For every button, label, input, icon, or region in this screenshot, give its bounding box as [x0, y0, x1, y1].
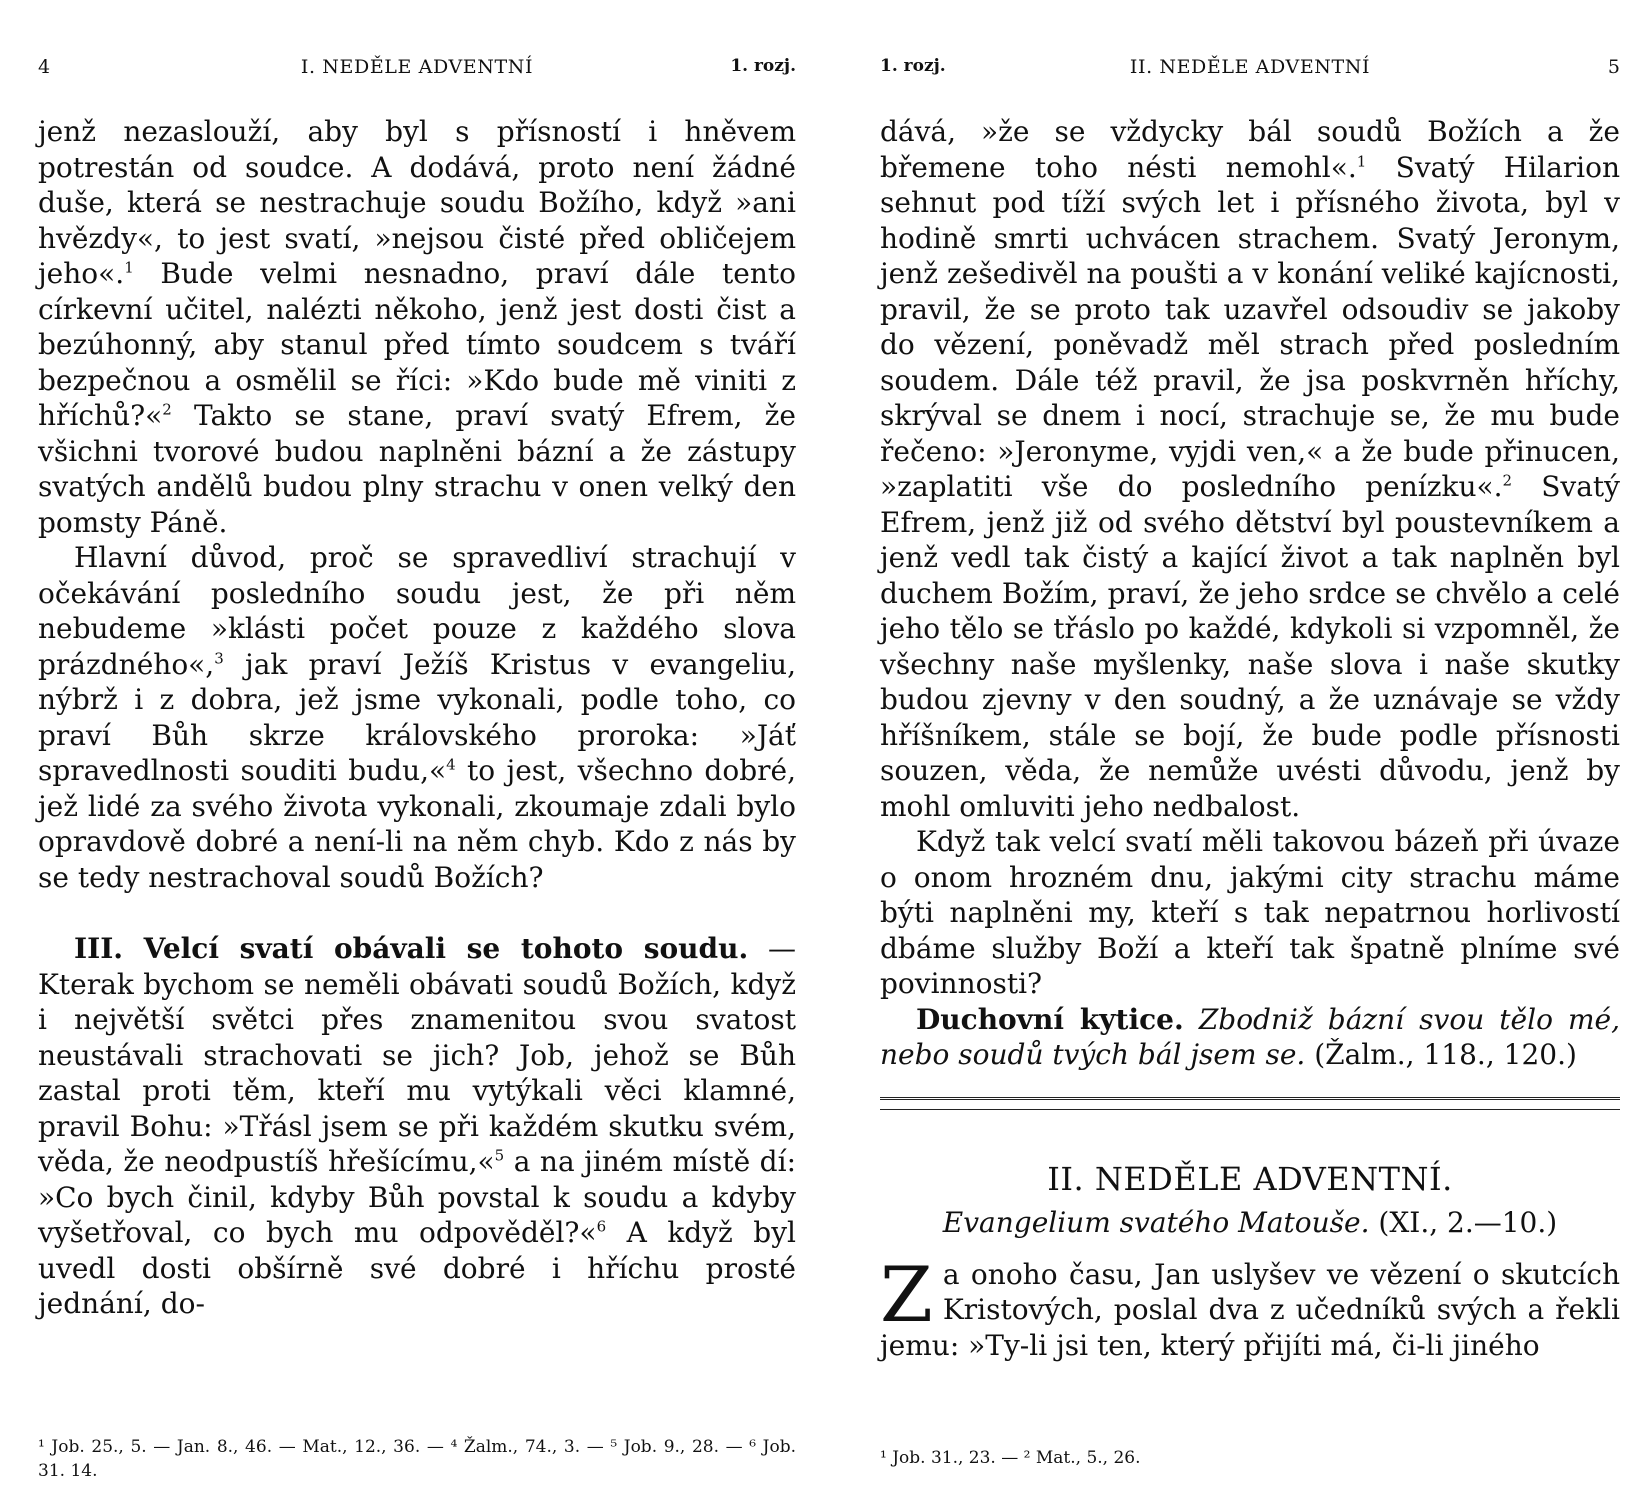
- running-title: I. NEDĚLE ADVENTNÍ: [300, 56, 534, 78]
- footnote-ref: 1: [124, 258, 134, 277]
- page-number: 5: [1607, 56, 1620, 78]
- footnote-ref: 2: [162, 400, 172, 419]
- left-page: [38, 0, 796, 1500]
- left-body-text: [38, 114, 796, 1322]
- footnotes: ¹ Job. 25., 5. — Jan. 8., 46. — Mat., 12., 36. — ⁴ Žalm., 74., 3. — ⁵ Job. 9., 28. — ⁶ Job. 31. 14.: [38, 1437, 796, 1481]
- spiritual-bouquet: [880, 1002, 1620, 1073]
- paragraph: Když tak velcí svatí měli takovou bázeň při úvaze o onom hrozném dnu, jakými city strachu máme býti naplněni my, kteří s tak nepatrnou horlivostí dbáme služby Boží a kteří tak špatně plníme své povinnosti?: [880, 825, 1620, 1000]
- page-number: 4: [38, 56, 51, 78]
- section-mark: 1. rozj.: [730, 56, 796, 76]
- paragraph: Hlavní důvod, proč se spravedliví strachují v očekávání posledního soudu jest, že při něm nebudeme »klásti počet pouze z každého slova prázdného«,$^3$ jak praví Ježíš Kristus v evangeliu, nýbrž i z dobra, jež jsme vykonali, podle toho, co praví Bůh skrze královského proroka: »Jáť spravedlnosti souditi budu,«$^4$ to jest, všechno dobré, jež lidé za svého života vykonali, zkoumaje zdali bylo opravdově dobré a není-li na něm chyb. Kdo z nás by se tedy nestrachoval soudů Božích?: [38, 541, 796, 894]
- footnote-ref: 6: [596, 1217, 607, 1236]
- paragraph: jenž nezaslouží, aby byl s přísností i hněvem potrestán od soudce. A dodává, proto není žádné duše, která se nestrachuje soudu Božího, když »ani hvězdy«, to jest svatí, »nejsou čisté před obličejem jeho«.$^1$ Bude velmi nesnadno, praví dále tento církevní učitel, nalézti někoho, jenž jest dosti čist a bezúhonný, aby stanul před tímto soudcem s tváří bezpečnou a osmělil se říci: »Kdo bude mě viniti z hříchů?«$^2$ Takto se stane, praví svatý Efrem, že všichni tvorové budou naplněni bázní a že zástupy svatých andělů budou plny strachu v onen velký den pomsty Páně.: [38, 115, 796, 539]
- paragraph: dává, »že se vždycky bál soudů Božích a že břemene toho nésti nemohl«.$^1$ Svatý Hilarion sehnut pod tíží svých let i přísného života, byl v hodině smrti uchvácen strachem. Svatý Jeronym, jenž zešedivěl na poušti a v konání veliké kajícnosti, pravil, že se proto tak uzavřel odsoudiv se jakoby do vězení, poněvadž měl strach před posledním soudem. Dále též pravil, že jsa poskvrněn hříchy, skrýval se dnem i nocí, strachuje se, že mu bude řečeno: »Jeronyme, vyjdi ven,« a že bude přinucen, »zaplatiti vše do posledního penízku«.$^2$ Svatý Efrem, jenž již od svého dětství byl poustevníkem a jenž vedl tak čistý a kající život a tak naplněn byl duchem Božím, praví, že jeho srdce se chvělo a celé jeho tělo se třáslo po každé, kdykoli si vzpomněl, že všechny naše myšlenky, naše slova i naše skutky budou zjevny v den soudný, a že uznávaje se vždy hříšníkem, stále se bojí, že bude podle přísnosti souzen, věda, že nemůže uvésti důvodu, jenž by mohl omluviti jeho nedbalost.: [880, 115, 1620, 823]
- footnote-ref: 4: [446, 755, 456, 774]
- bouquet-ref: (Žalm., 118., 120.): [1314, 1038, 1577, 1071]
- right-body-text: [880, 114, 1620, 1363]
- footnote-ref: 5: [494, 1146, 505, 1165]
- spacer: [38, 895, 796, 931]
- bouquet-quote: Zbodniž bázní svou tělo mé, nebo soudů tvých bál jsem se.: [880, 1002, 1621, 1071]
- running-title: II. NEDĚLE ADVENTNÍ: [1129, 56, 1371, 78]
- gospel-heading: [880, 1205, 1620, 1241]
- running-head: [880, 56, 1620, 80]
- footnote-ref: 3: [214, 649, 224, 668]
- gospel-text: Za onoho času, Jan uslyšev ve vězení o skutcích Kristových, poslal dva z učedníků svých a řekli jemu: »Ty-li jsi ten, který přijíti má, či-li jiného: [880, 1249, 1620, 1362]
- drop-cap: Z: [880, 1249, 933, 1339]
- chapter-title: II. NEDĚLE ADVENTNÍ.: [1047, 1159, 1453, 1198]
- paragraph: III. Velcí svatí obávali se tohoto soudu. — Kterak bychom se neměli obávati soudů Božích, když i největší světci přes znamenitou svou svatost neustávali strachovati se jich? Job, jehož se Bůh zastal proti těm, kteří mu vytýkali věci klamné, pravil Bohu: »Třásl jsem se při každém skutku svém, věda, že neodpustíš hřešícímu,«$^5$ a na jiném místě dí: »Co bych činil, kdyby Bůh povstal k soudu a kdyby vyšetřoval, co bych mu odpověděl?«$^6$ A když byl uvedl dosti obšírně své dobré i hříchu prosté jednání, do-: [38, 932, 796, 1320]
- divider: [880, 1097, 1620, 1110]
- section-mark: 1. rozj.: [880, 56, 946, 76]
- right-page: [880, 0, 1620, 1500]
- footnotes: ¹ Job. 31., 23. — ² Mat., 5., 26.: [880, 1448, 1141, 1468]
- section-heading: III. Velcí svatí obávali se tohoto soudu.: [74, 932, 749, 965]
- gospel-title: Evangelium svatého Matouše.: [942, 1206, 1370, 1239]
- footnote-ref: 2: [1502, 471, 1513, 490]
- running-head: [38, 56, 796, 80]
- gospel-ref: (XI., 2.—10.): [1378, 1206, 1558, 1239]
- bouquet-label: Duchovní kytice.: [916, 1002, 1184, 1036]
- footnote-ref: 1: [1356, 152, 1367, 171]
